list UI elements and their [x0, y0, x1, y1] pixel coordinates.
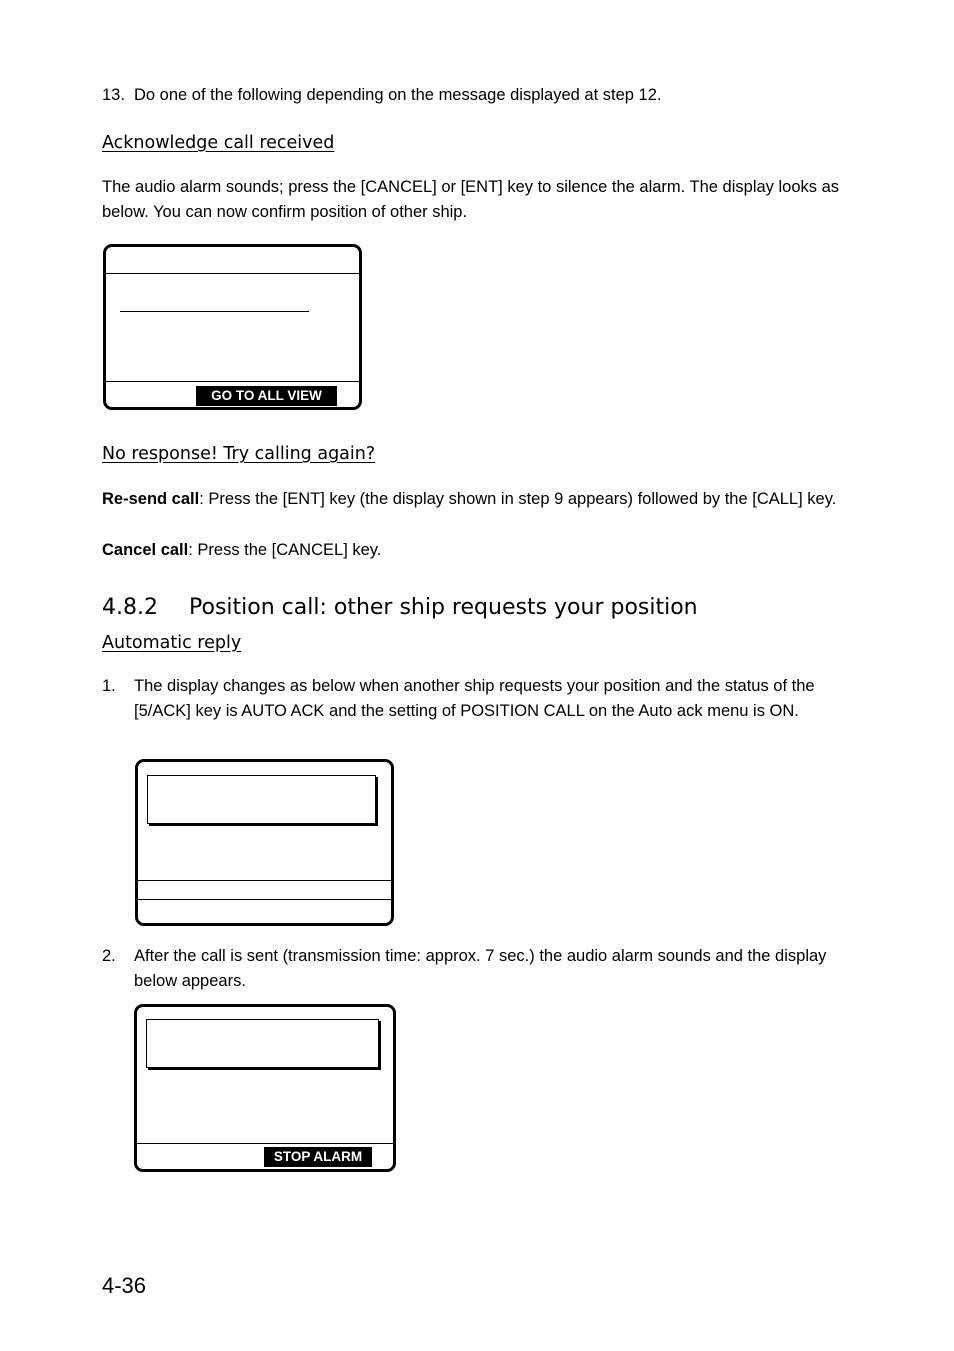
- cancel-text: : Press the [CANCEL] key.: [188, 541, 382, 559]
- display-message-box: [146, 1019, 379, 1068]
- go-to-all-view-softkey[interactable]: GO TO ALL VIEW: [196, 386, 337, 406]
- section-number: 4.8.2: [102, 595, 158, 620]
- display-divider: [137, 1143, 393, 1144]
- ack-heading: Acknowledge call received: [102, 133, 335, 153]
- display-divider: [138, 880, 391, 881]
- cancel-paragraph: [102, 538, 854, 563]
- step-13-text: Do one of the following depending on the message displayed at step 12.: [134, 86, 662, 104]
- step-1-text: The display changes as below when another ship requests your position and the status of the [5/ACK] key is AUTO ACK and the setting of POSITION CALL on the Auto ack menu is ON.: [134, 677, 815, 720]
- resend-text: : Press the [ENT] key (the display shown in step 9 appears) followed by the [CALL] key.: [199, 490, 837, 508]
- alarm-display: [134, 1004, 396, 1172]
- step-13-number: 13.: [102, 86, 125, 104]
- display-divider: [106, 381, 359, 382]
- ack-display: [103, 244, 362, 410]
- page-number: 4-36: [102, 1273, 147, 1298]
- stop-alarm-softkey[interactable]: STOP ALARM: [264, 1147, 372, 1167]
- automatic-reply-heading: Automatic reply: [102, 633, 242, 653]
- resend-label: Re-send call: [102, 490, 200, 508]
- display-divider: [106, 273, 359, 274]
- display-divider: [138, 899, 391, 900]
- ack-text: The audio alarm sounds; press the [CANCEL] or [ENT] key to silence the alarm. The display looks as below. You can now confirm position of other ship.: [102, 178, 840, 221]
- display-underline: [120, 311, 309, 312]
- step-2-text: After the call is sent (transmission time: approx. 7 sec.) the audio alarm sounds and the display below appears.: [134, 947, 827, 990]
- step-2-number: 2.: [102, 947, 116, 965]
- step-1-number: 1.: [102, 677, 116, 695]
- resend-paragraph: [102, 487, 854, 512]
- section-title: Position call: other ship requests your position: [189, 595, 698, 620]
- cancel-label: Cancel call: [102, 541, 189, 559]
- no-response-heading: No response! Try calling again?: [102, 444, 376, 464]
- auto-ack-display: [135, 759, 394, 926]
- display-message-box: [147, 775, 376, 824]
